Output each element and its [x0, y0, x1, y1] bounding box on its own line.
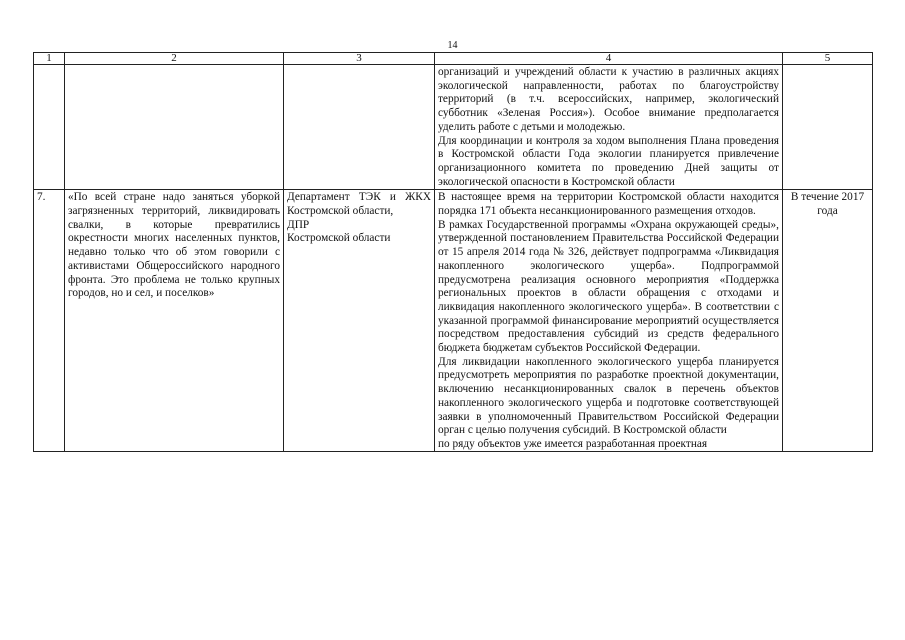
- responsible-line: Департамент ТЭК и ЖКХ Костромской области,: [287, 191, 431, 218]
- page-number: 14: [447, 40, 458, 51]
- cell-empty: [284, 65, 435, 190]
- cell-empty: [65, 65, 284, 190]
- responsible-line: Костромской области: [287, 232, 391, 245]
- measures-paragraph: В настоящее время на территории Костромской области находится порядка 171 объекта несанкционированного размещения отходов.: [438, 191, 779, 218]
- row-number: 7.: [34, 190, 65, 452]
- cell-empty: [34, 65, 65, 190]
- column-number-2: 2: [65, 53, 284, 65]
- measures-cell: [435, 190, 783, 452]
- instruction-text: [65, 190, 284, 452]
- column-number-3: 3: [284, 53, 435, 65]
- table-row-7: [34, 190, 873, 452]
- column-number-5: 5: [783, 53, 873, 65]
- measures-paragraph-cut: по ряду объектов уже имеется разработанная проектная: [438, 437, 708, 450]
- instruction-paragraph: «По всей стране надо заняться уборкой загрязненных территорий, ликвидировать свалки, в которые превратились окрестности многих населенных пунктов, недавно только что об этом говорили с активистами Общероссийского народного фронта. Это проблема не только крупных городов, но и сел, и поселков»: [68, 191, 280, 300]
- cell-empty: [783, 65, 873, 190]
- table-row-continuation: [34, 65, 873, 190]
- measures-paragraph: Для координации и контроля за ходом выполнения Плана проведения в Костромской области Года экологии планируется привлечение организационного комитета по проведению Дней защиты от экологической опасности в Костромской области: [438, 134, 779, 188]
- column-number-row: [34, 53, 873, 65]
- column-number-4: 4: [435, 53, 783, 65]
- deadline-cell: [783, 190, 873, 452]
- continuation-measures-cell: [435, 65, 783, 190]
- measures-paragraph: организаций и учреждений области к участию в различных акциях экологической направленности, работах по благоустройству территорий (в т.ч. всероссийских, например, экологический субботник «Зеленая Россия»). Особое внимание предполагается уделить работе с детьми и молодежью.: [438, 66, 779, 133]
- deadline-text: В течение 2017 года: [790, 191, 865, 218]
- column-number-1: 1: [34, 53, 65, 65]
- measures-table: [33, 52, 873, 452]
- responsible-line: ДПР: [287, 218, 310, 231]
- responsible-executors: [284, 190, 435, 452]
- measures-paragraph: Для ликвидации накопленного экологического ущерба планируется предусмотреть мероприятия по разработке проектной документации, включению несанкционированных свалок в перечень объектов накопленного экологического ущерба и подготовке соответствующей заявки в уполномоченный Правительством Российской Федерации орган с целью получения субсидий. В Костромской области: [438, 355, 779, 437]
- measures-paragraph: В рамках Государственной программы «Охрана окружающей среды», утвержденной постановлением Правительства Российской Федерации от 15 апреля 2014 года № 326, действует подпрограмма «Ликвидация накопленного экологического ущерба». Подпрограммой предусмотрена реализация основного мероприятия «Поддержка региональных проектов в области обращения с отходами и ликвидация накопленного экологического ущерба». В соответствии с указанной программой финансирование мероприятий осуществляется посредством предоставления субсидий из средств федерального бюджета бюджетам субъектов Российской Федерации.: [438, 218, 779, 355]
